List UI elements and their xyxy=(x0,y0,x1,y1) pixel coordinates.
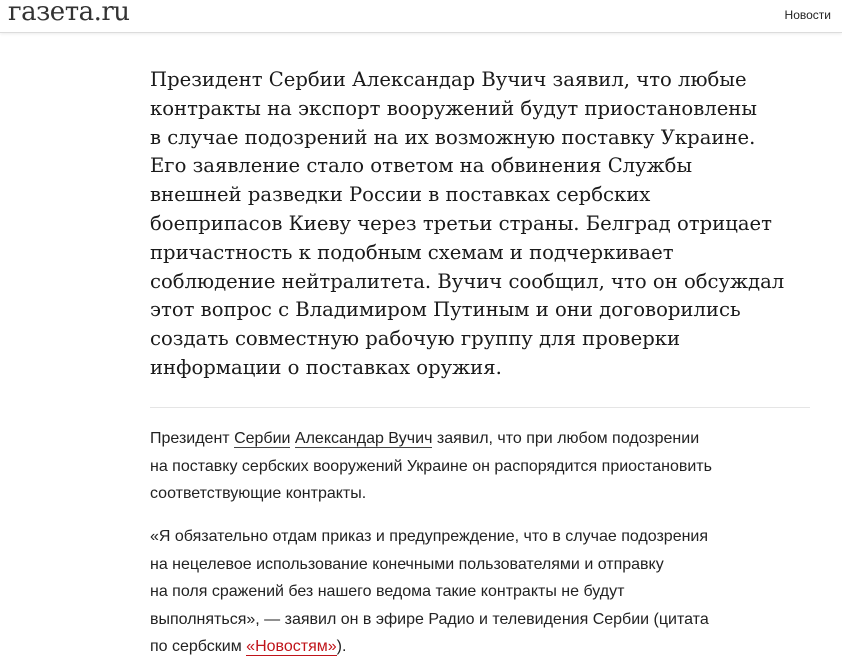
paragraph-line: на нецелевое использование конечными пользователями и отправку xyxy=(150,555,664,573)
text-run: ). xyxy=(336,638,347,655)
lead-line: Его заявление стало ответом на обвинения Службы xyxy=(150,154,693,178)
paragraph-line: выполняться», — заявил он в эфире Радио и телевидения Сербии (цитата xyxy=(150,610,709,628)
article-paragraph-2 xyxy=(150,523,820,661)
lead-line: причастность к подобным схемам и подчеркивает xyxy=(150,240,674,264)
paragraph-line xyxy=(150,633,820,661)
paragraph-line: на поля сражений без нашего ведома такие контракты не будут xyxy=(150,583,625,600)
link-serbia[interactable]: Сербии xyxy=(234,430,291,447)
lead-line: соблюдение нейтралитета. Вучич сообщил, что он обсуждал xyxy=(150,269,785,293)
paragraph-line xyxy=(150,425,820,453)
lead-line: создать совместную рабочую группу для проверки xyxy=(150,327,681,351)
paragraph-line: «Я обязательно отдам приказ и предупреждение, что в случае подозрения xyxy=(150,528,709,545)
lead-line: внешней разведки России в поставках сербских xyxy=(150,183,651,207)
site-header xyxy=(0,0,842,33)
source-link-novosti[interactable]: «Новостям» xyxy=(246,638,337,655)
lead-line: информации о поставках оружия. xyxy=(150,355,502,379)
paragraph-line: на поставку сербских вооружений Украине он распорядится приостановить xyxy=(150,457,712,475)
text-run: по сербским xyxy=(150,638,247,655)
article-paragraph-1 xyxy=(150,425,820,508)
lead-line: боеприпасов Киеву через третьи страны. Белград отрицает xyxy=(150,211,772,235)
lead-line: в случае подозрений на их возможную поставку Украине. xyxy=(150,125,756,149)
nav-news-link[interactable]: Новости xyxy=(784,8,831,22)
section-divider xyxy=(150,407,810,408)
article-lead xyxy=(150,66,820,383)
site-logo[interactable]: газета.ru xyxy=(8,0,130,27)
text-run: заявил, что при любом подозрении xyxy=(432,430,700,447)
lead-line: Президент Сербии Александар Вучич заявил, что любые xyxy=(150,68,747,91)
link-aleksandar-vucic[interactable]: Александар Вучич xyxy=(294,430,433,447)
lead-line: этот вопрос с Владимиром Путиным и они договорились xyxy=(150,298,741,322)
paragraph-line: соответствующие контракты. xyxy=(150,485,367,502)
text-run: Президент xyxy=(150,430,235,447)
lead-line: контракты на экспорт вооружений будут приостановлены xyxy=(150,96,757,120)
